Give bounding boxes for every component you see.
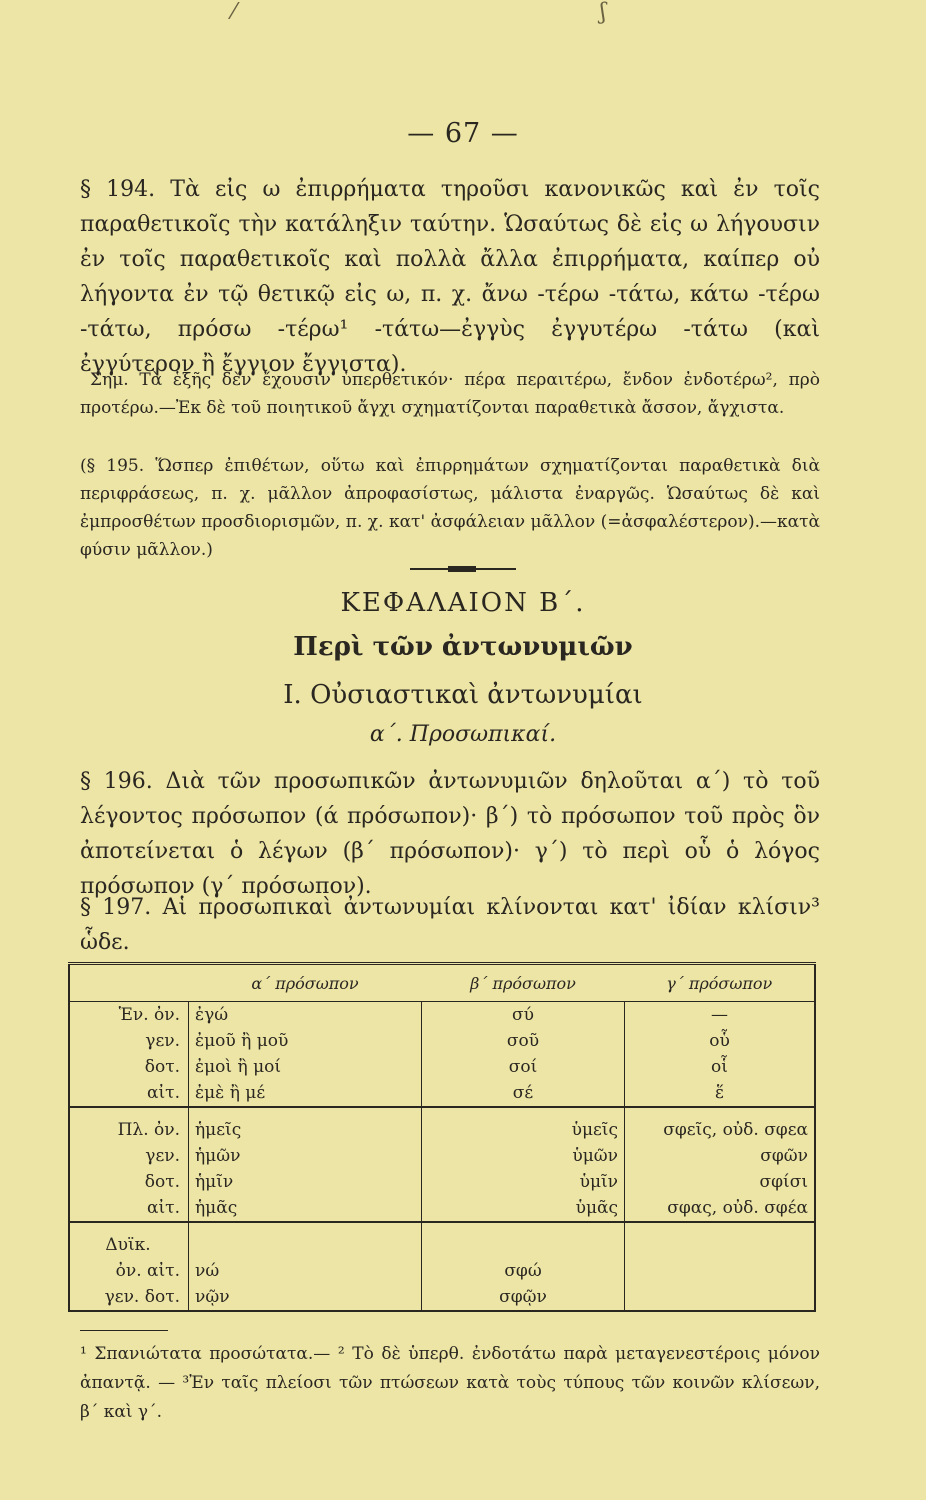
table-cell (422, 1222, 625, 1258)
note-block (80, 366, 820, 422)
paragraph-197-text: § 197. Αἱ προσωπικαὶ ἀντωνυμίαι κλίνονται κατ' ἰδίαν κλίσιν³ ὧδε. (80, 895, 820, 955)
declension-table (68, 962, 816, 1312)
table-row (69, 1284, 815, 1311)
table-header: γ΄ πρόσωπον (625, 964, 816, 1002)
case-label: γεν. (69, 1028, 189, 1054)
case-label: γεν. δοτ. (69, 1284, 189, 1311)
table-header-row (69, 964, 815, 1002)
table-row (69, 1080, 815, 1107)
margin-mark: ʃ (600, 0, 606, 25)
table-cell: σέ (422, 1080, 625, 1107)
table-cell: σύ (422, 1002, 625, 1029)
table-header-blank (69, 964, 189, 1002)
case-label: γεν. (69, 1143, 189, 1169)
footnotes (80, 1340, 820, 1427)
table-cell: ὑμῶν (422, 1143, 625, 1169)
table-cell: ἡμεῖς (189, 1107, 422, 1143)
paragraph-194 (80, 172, 820, 382)
table-header: β΄ πρόσωπον (422, 964, 625, 1002)
table-cell: σφεῖς, οὐδ. σφεα (625, 1107, 816, 1143)
table-cell: ἡμῖν (189, 1169, 422, 1195)
table-cell (625, 1222, 816, 1258)
table-cell: ὑμεῖς (422, 1107, 625, 1143)
table-cell: οὗ (709, 1031, 730, 1051)
table-cell: ἐγώ (189, 1002, 422, 1029)
table-cell: σοῦ (422, 1028, 625, 1054)
table-row (69, 1002, 815, 1029)
chapter-subtitle: Περὶ τῶν ἀντωνυμιῶν (293, 632, 633, 662)
case-label: ὀν. αἰτ. (69, 1258, 189, 1284)
case-label: δοτ. (69, 1169, 189, 1195)
paragraph-196-text: § 196. Διὰ τῶν προσωπικῶν ἀντωνυμιῶν δηλοῦται α΄) τὸ τοῦ λέγοντος πρόσωπον (ά πρόσωπον)· β΄) τὸ πρόσωπον τοῦ πρὸς ὃν ἀποτείνεται ὁ λέγων (β΄ πρόσωπον)· γ΄) τὸ περὶ οὗ ὁ λόγος πρόσωπον (γ΄ πρόσωπον). (80, 769, 820, 899)
table-cell: ἡμῶν (189, 1143, 422, 1169)
table-cell: — (711, 1005, 728, 1025)
table-cell: σφώ (422, 1258, 625, 1284)
paragraph-197 (80, 890, 820, 960)
table-cell: σφας, οὐδ. σφέα (667, 1198, 808, 1218)
footnotes-text: ¹ Σπανιώτατα προσώτατα.— ² Τὸ δὲ ὑπερθ. ἐνδοτάτω παρὰ μεταγενεστέροις μόνον ἀπαντᾷ. — ³Ἐν ταῖς πλείοσι τῶν πτώσεων κατὰ τοὺς τύπους τῶν κοινῶν κλίσεων, β΄ καὶ γ΄. (80, 1344, 820, 1422)
paragraph-196 (80, 764, 820, 904)
case-label: Πλ. ὀν. (69, 1107, 189, 1143)
table-cell: σοί (422, 1054, 625, 1080)
table-cell: σφίσι (759, 1172, 808, 1192)
table-cell: σφῶν (760, 1146, 808, 1166)
table-cell: οἷ (711, 1057, 728, 1077)
footnote-rule (80, 1330, 168, 1331)
case-label: αἰτ. (69, 1195, 189, 1222)
chapter-title: ΚΕΦΑΛΑΙΟΝ Β΄. (340, 588, 586, 618)
dual-label: Δυϊκ. (69, 1222, 189, 1258)
table-cell: νώ (189, 1258, 422, 1284)
table-row (69, 1054, 815, 1080)
table-row (69, 1107, 815, 1143)
table-row (69, 1169, 815, 1195)
paragraph-194-text: § 194. Τὰ εἰς ω ἐπιρρήματα τηροῦσι κανονικῶς καὶ ἐν τοῖς παραθετικοῖς τὴν κατάληξιν ταύτην. Ὡσαύτως δὲ εἰς ω λήγουσιν ἐν τοῖς παραθετικοῖς καὶ πολλὰ ἄλλα ἐπιρρήματα, καίπερ οὐ λήγοντα ἐν τῷ θετικῷ εἰς ω, π. χ. ἄνω -τέρω -τάτω, κάτω -τέρω -τάτω, πρόσω -τέρω¹ -τάτω—ἐγγὺς ἐγγυτέρω -τάτω (καὶ ἐγγύτερον ἢ ἔγγιον ἔγγιστα). (80, 177, 820, 377)
paragraph-195-text: (§ 195. Ὥσπερ ἐπιθέτων, οὕτω καὶ ἐπιρρημάτων σχηματίζονται παραθετικὰ διὰ περιφράσεως, π. χ. μᾶλλον ἀπροφασίστως, μάλιστα ἐναργῶς. Ὡσαύτως δὲ καὶ ἐμπροσθέτων προσδιορισμῶν, π. χ. κατ' ἀσφάλειαν μᾶλλον (=ἀσφαλέστερον).—κατὰ φύσιν μᾶλλον.) (80, 456, 820, 560)
table-cell (625, 1284, 816, 1311)
ornament-rule (410, 568, 516, 570)
subsection-title: α΄. Προσωπικαί. (369, 722, 557, 747)
case-label: αἰτ. (69, 1080, 189, 1107)
margin-mark: ⁄ (232, 0, 236, 25)
case-label: δοτ. (69, 1054, 189, 1080)
paragraph-195 (80, 452, 820, 564)
table-cell: ἕ (714, 1083, 725, 1103)
table-cell: ἡμᾶς (189, 1195, 422, 1222)
table-cell: ὑμῖν (422, 1169, 625, 1195)
table-row (69, 1222, 815, 1258)
section-title: I. Οὐσιαστικαὶ ἀντωνυμίαι (283, 680, 643, 710)
case-label: Ἑν. ὀν. (69, 1002, 189, 1029)
table-row (69, 1143, 815, 1169)
table-cell: ἐμοὶ ἢ μοί (189, 1054, 422, 1080)
table-cell (189, 1222, 422, 1258)
table-row (69, 1258, 815, 1284)
page-number: — 67 — (407, 118, 519, 149)
table-cell: σφῷν (422, 1284, 625, 1311)
table-cell: ἐμοῦ ἢ μοῦ (189, 1028, 422, 1054)
table-header: α΄ πρόσωπον (189, 964, 422, 1002)
table-cell (625, 1258, 816, 1284)
table-cell: ἐμὲ ἢ μέ (189, 1080, 422, 1107)
note-text: Σημ. Τὰ ἑξῆς δὲν ἔχουσιν ὑπερθετικόν· πέρα περαιτέρω, ἔνδον ἐνδοτέρω², πρὸ προτέρω.—Ἐκ δὲ τοῦ ποιητικοῦ ἄγχι σχηματίζονται παραθετικὰ ἄσσον, ἄγχιστα. (80, 370, 820, 418)
table-row (69, 1195, 815, 1222)
table-cell: ὑμᾶς (422, 1195, 625, 1222)
table-row (69, 1028, 815, 1054)
table-cell: νῷν (189, 1284, 422, 1311)
